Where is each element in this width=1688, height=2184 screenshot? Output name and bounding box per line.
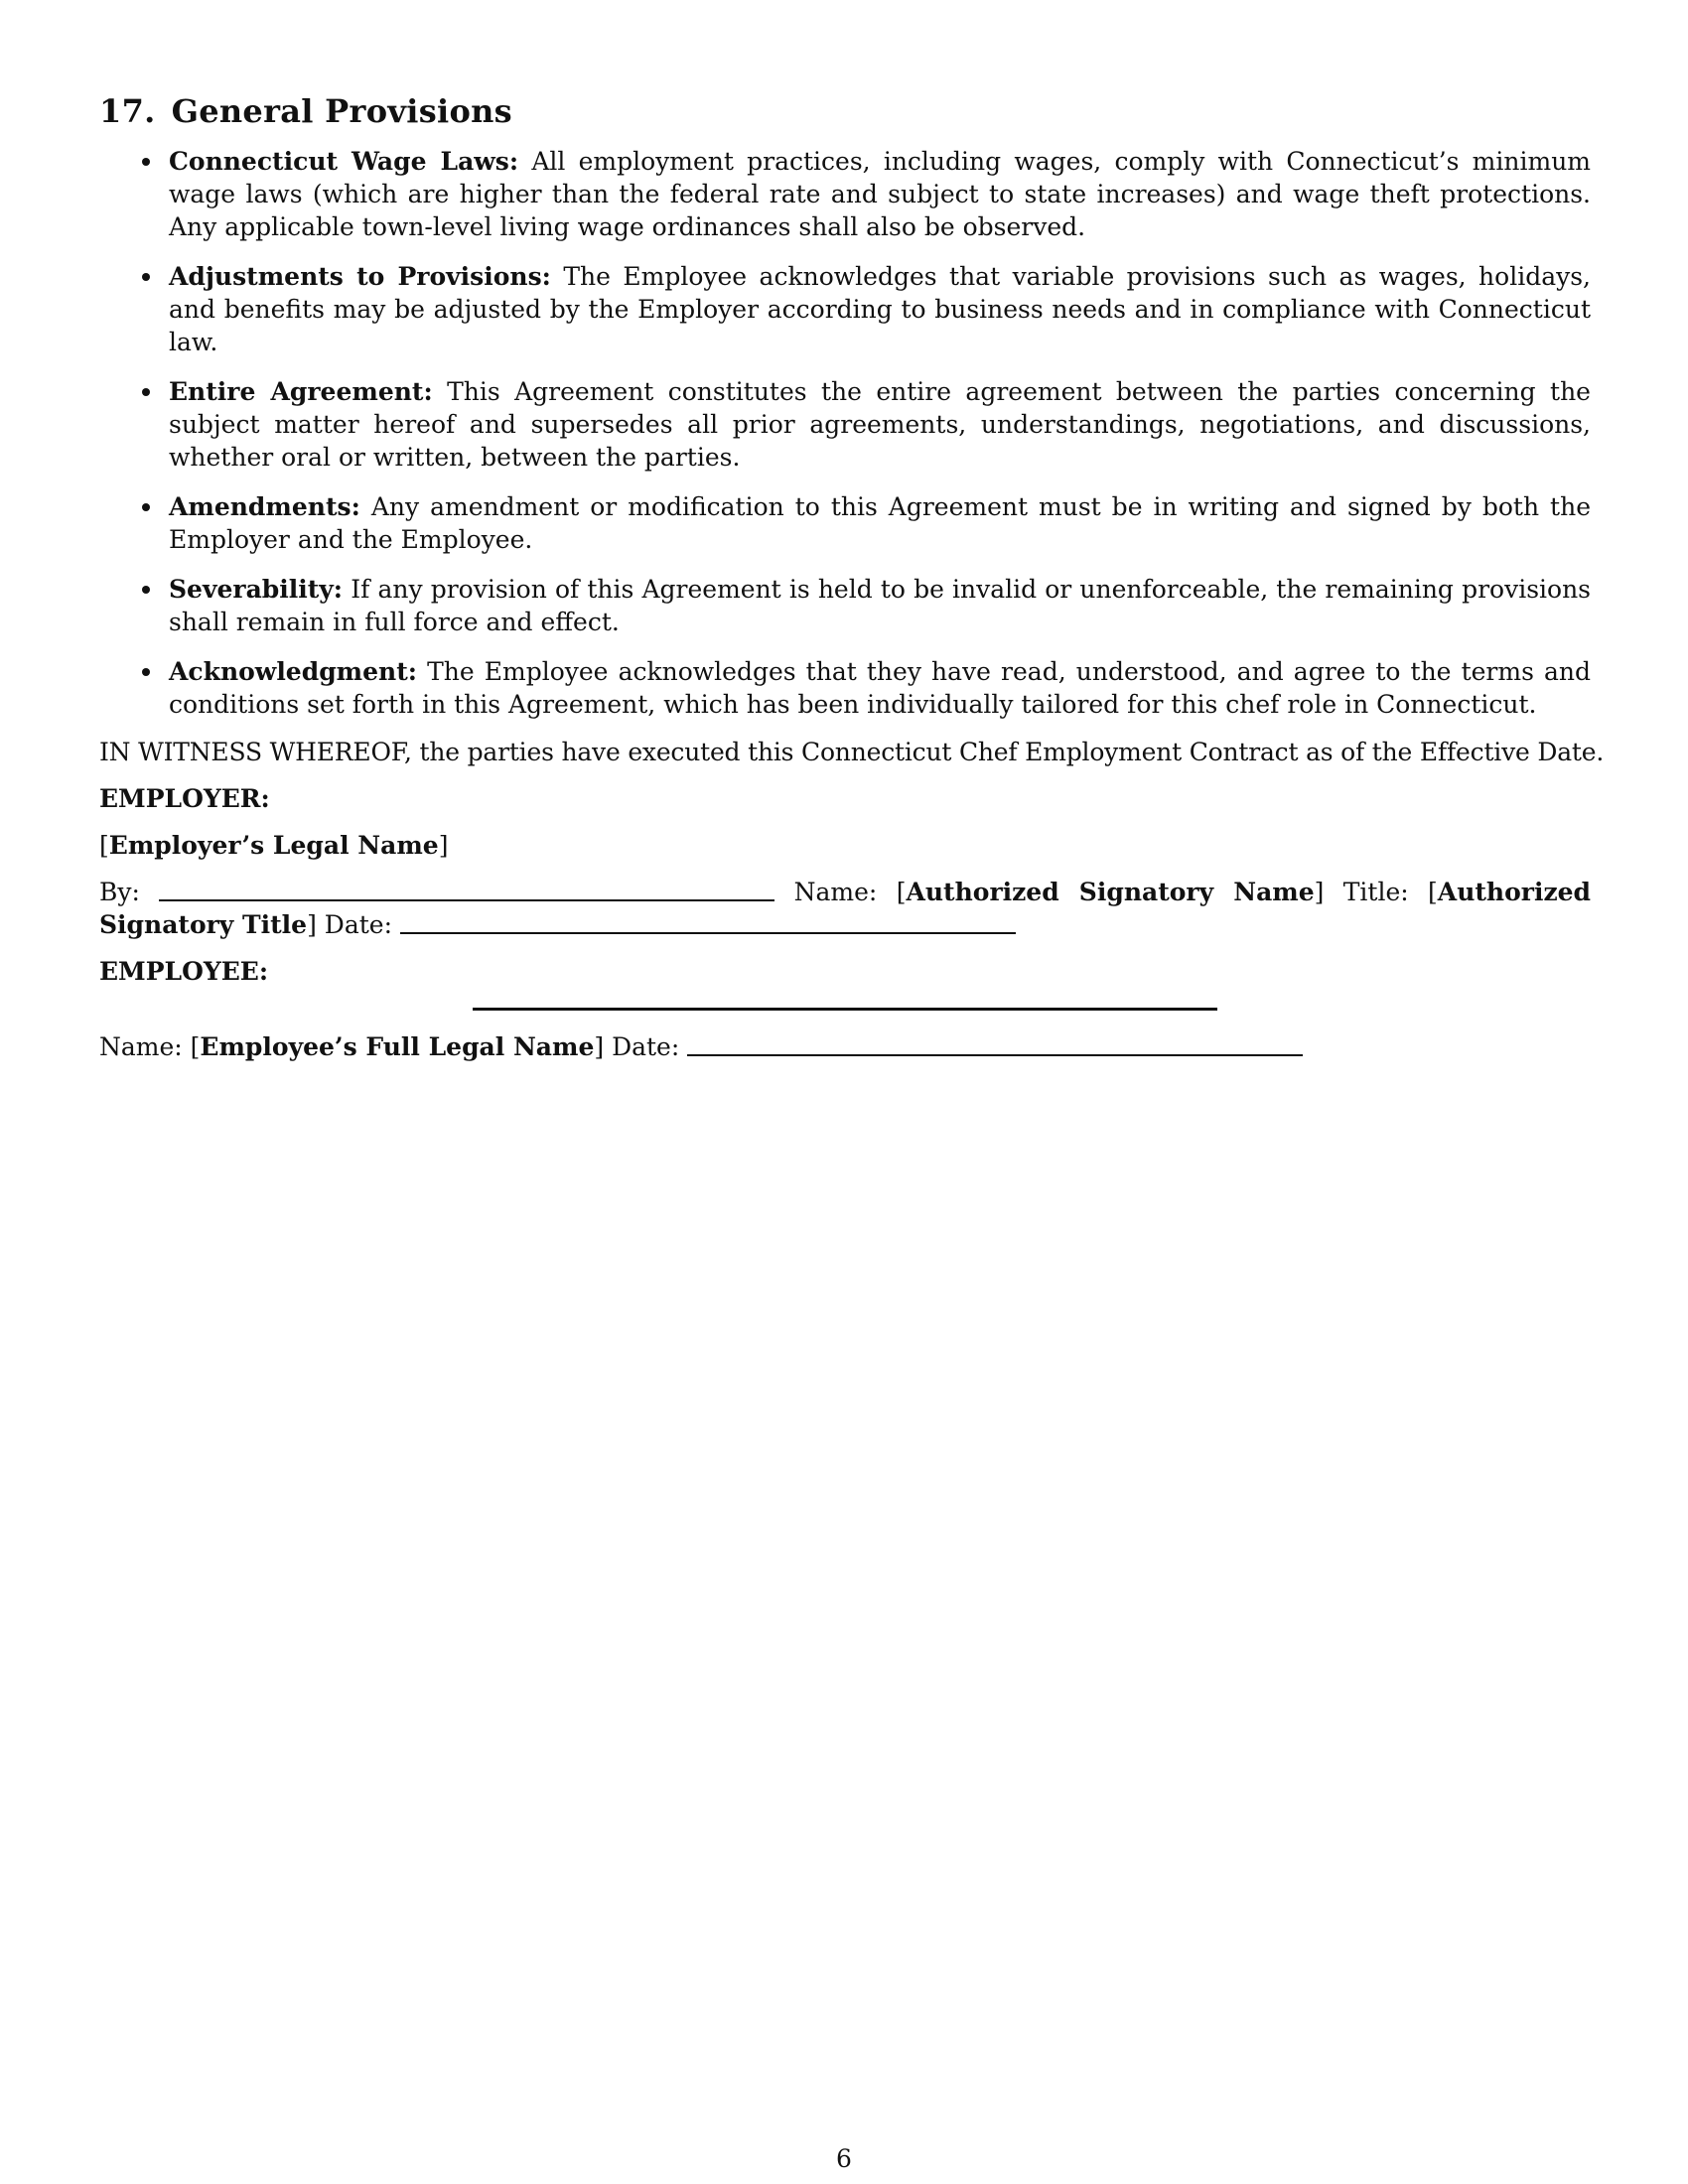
provision-text: This Agreement constitutes the entire agreement between the parties concerning the subject matter hereof and supersedes all prior agreements, understandings, negotiations, and discussions, whether oral or written, between the parties. — [169, 377, 1591, 472]
employer-label: EMPLOYER: — [99, 784, 270, 813]
provision-text: The Employee acknowledges that variable provisions such as wages, holidays, and benefits may be adjusted by the Employer according to business needs and in compliance with Connecticut law. — [169, 262, 1591, 356]
provision-text: Any amendment or modification to this Agreement must be in writing and signed by both the Employer and the Employee. — [169, 492, 1591, 554]
employer-signature-line[interactable] — [159, 899, 774, 901]
provision-term: Amendments: — [169, 492, 360, 521]
employee-signature-line[interactable] — [473, 1008, 1217, 1011]
employer-legal-name-placeholder: Employer’s Legal Name — [108, 831, 439, 860]
employee-name-placeholder: Employee’s Full Legal Name — [200, 1032, 595, 1061]
employee-date-label: Date: — [612, 1032, 680, 1061]
employee-date-line[interactable] — [687, 1054, 1303, 1056]
section-heading — [99, 91, 1591, 131]
employee-name-line: Name: [Employee’s Full Legal Name] Date: — [99, 1030, 1591, 1063]
signatory-title-placeholder: Authorized Signatory Title — [99, 878, 1592, 939]
provision-term: Severability: — [169, 575, 344, 604]
provision-term: Adjustments to Provisions: — [169, 262, 551, 291]
signatory-title-label: Title: — [1342, 878, 1409, 906]
signatory-name-label: Name: — [793, 878, 878, 906]
section-number: 17. — [99, 92, 156, 130]
provision-item — [169, 490, 1591, 556]
document-page — [99, 91, 1605, 1063]
employer-date-line[interactable] — [400, 932, 1016, 934]
section-title: General Provisions — [171, 92, 512, 130]
provision-item — [169, 375, 1591, 474]
employer-signature-block: By: Name: [Authorized Signatory Name] Title: [Authorized Signatory Title] Date: — [99, 878, 1592, 939]
provision-item — [169, 573, 1591, 638]
provision-item — [169, 145, 1591, 243]
employer-date-label: Date: — [324, 910, 393, 939]
provision-text: The Employee acknowledges that they have read, understood, and agree to the terms and conditions set forth in this Agreement, which has been individually tailored for this chef role in Connecticut. — [169, 657, 1591, 719]
employee-name-label: Name: — [99, 1032, 183, 1061]
provision-term: Acknowledgment: — [169, 657, 417, 686]
by-label: By: — [99, 878, 140, 906]
provision-text: All employment practices, including wages, comply with Connecticut’s minimum wage laws (which are higher than the federal rate and subject to state increases) and wage theft protections. Any applicable town-level living wage ordinances shall also be observed. — [169, 147, 1591, 241]
provision-text: If any provision of this Agreement is held to be invalid or unenforceable, the remaining provisions shall remain in full force and effect. — [169, 575, 1592, 636]
page-number: 6 — [836, 2144, 852, 2173]
signatory-name-placeholder: Authorized Signatory Name — [906, 878, 1315, 906]
provision-item — [169, 655, 1591, 721]
provision-item — [169, 260, 1591, 358]
employee-label: EMPLOYEE: — [99, 957, 269, 986]
provision-term: Connecticut Wage Laws: — [169, 147, 519, 176]
witness-clause: IN WITNESS WHEREOF, the parties have executed this Connecticut Chef Employment Contract as of the Effective Date. — [99, 738, 1605, 766]
provision-term: Entire Agreement: — [169, 377, 433, 406]
employer-legal-name: [Employer’s Legal Name] — [99, 831, 449, 860]
provisions-list — [99, 145, 1591, 721]
